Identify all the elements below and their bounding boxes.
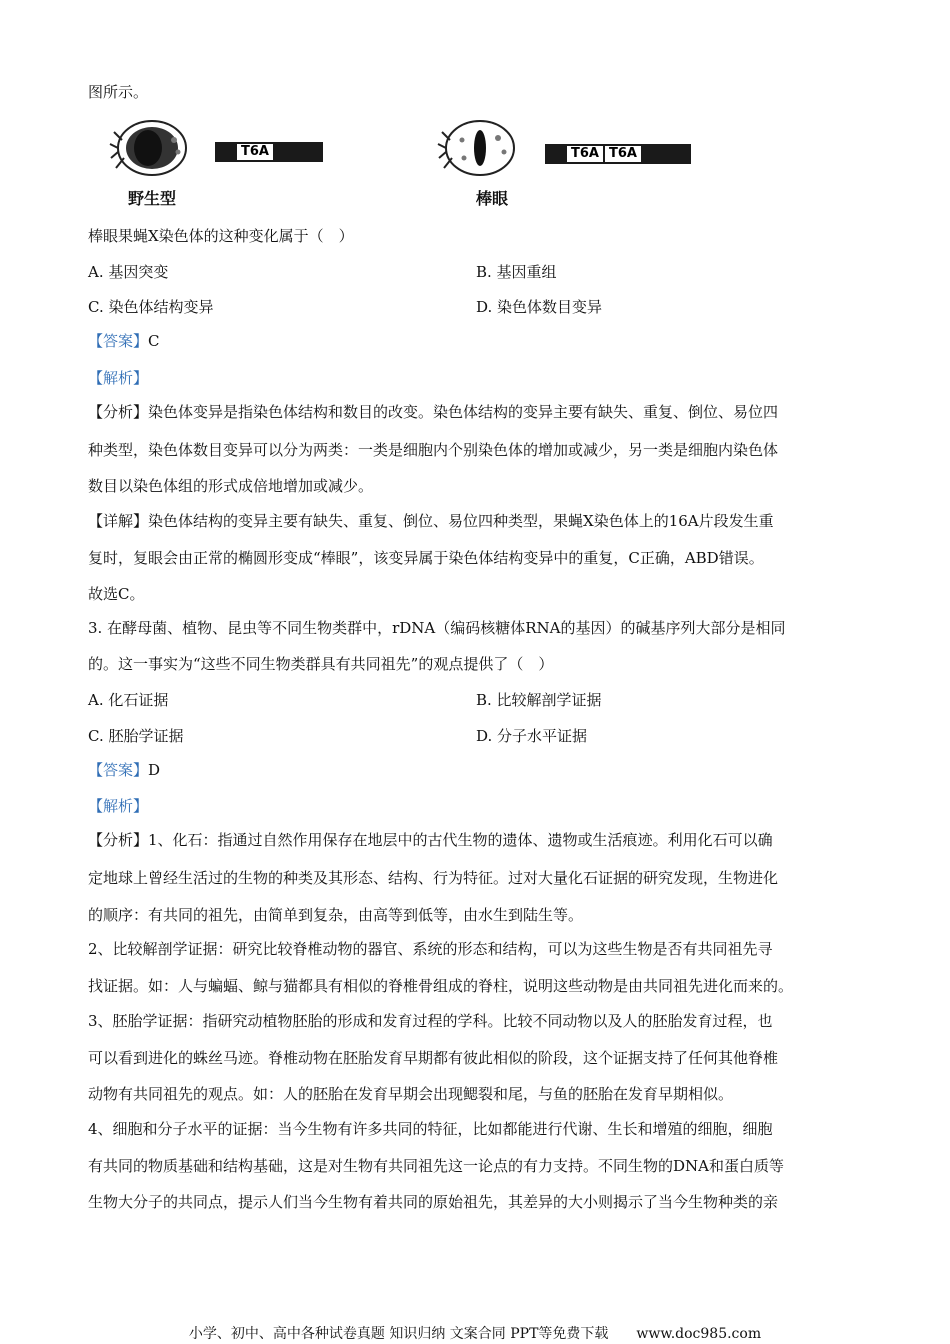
bar-eye-caption: 棒眼 [476, 189, 509, 208]
intro-text: 图所示。 [88, 83, 149, 101]
q3-body-line-8: 动物有共同祖先的观点。如：人的胚胎在发育早期会出现鳃裂和尾，与鱼的胚胎在发育早期相似。 [88, 1085, 734, 1103]
t6a-segment-2: T6A [605, 146, 641, 162]
q3-body-line-2: 定地球上曾经生活过的生物的种类及其形态、结构、行为特征。过对大量化石证据的研究发现，生物进化 [88, 869, 779, 887]
q2-analysis-tag: 【解析】 [88, 369, 149, 387]
q2-option-d: D. 染色体数目变异 [476, 298, 603, 316]
page-footer: 小学、初中、高中各种试卷真题 知识归纳 文案合同 PPT等免费下载 www.doc985.com [188, 1326, 762, 1342]
answer-tag: 【答案】 [88, 332, 149, 350]
q3-answer [88, 760, 160, 780]
t6a-segment: T6A [237, 144, 273, 160]
q3-option-c: C. 胚胎学证据 [88, 727, 184, 745]
answer-value: C [148, 332, 160, 350]
q3-body-line-7: 可以看到进化的蛛丝马迹。脊椎动物在胚胎发育早期都有彼此相似的阶段，这个证据支持了任何其他脊椎 [88, 1049, 779, 1067]
q2-answer [88, 331, 160, 351]
xiangjie-tag: 【详解】 [88, 512, 149, 530]
q2-fenxi-line-2: 种类型，染色体数目变异可以分为两类：一类是细胞内个别染色体的增加或减少，另一类是细胞内染色体 [88, 441, 779, 459]
q2-xiangjie-line-2: 复时，复眼会由正常的椭圆形变成“棒眼”，该变异属于染色体结构变异中的重复，C正确，ABD错误。 [88, 549, 764, 567]
q3-body-line-4: 2、比较解剖学证据：研究比较脊椎动物的器官、系统的形态和结构，可以为这些生物是否有共同祖先寻 [88, 940, 773, 958]
q3-body-line-11: 生物大分子的共同点，提示人们当今生物有着共同的原始祖先，其差异的大小则揭示了当今生物种类的亲 [88, 1193, 779, 1211]
q2-fenxi-line-3: 数目以染色体组的形式成倍地增加或减少。 [88, 477, 374, 495]
q3-option-a: A. 化石证据 [88, 691, 169, 709]
q2-option-c: C. 染色体结构变异 [88, 298, 214, 316]
q3-body-line-9: 4、细胞和分子水平的证据：当今生物有许多共同的特征，比如都能进行代谢、生长和增殖的细胞，细胞 [88, 1120, 773, 1138]
answer-tag: 【答案】 [88, 761, 149, 779]
q3-stem-line-2: 的。这一事实为“这些不同生物类群具有共同祖先”的观点提供了（ ） [88, 655, 554, 673]
q3-option-b: B. 比较解剖学证据 [476, 691, 602, 709]
q2-xiangjie-line-3: 故选C。 [88, 585, 145, 603]
q2-fenxi-line-1: 【分析】染色体变异是指染色体结构和数目的改变。染色体结构的变异主要有缺失、重复、倒位、易位四 [88, 403, 779, 421]
wild-type-eye-image [108, 118, 190, 180]
q3-body-line-5: 找证据。如：人与蝙蝠、鲸与猫都具有相似的脊椎骨组成的脊柱，说明这些动物是由共同祖先进化而来的。 [88, 977, 794, 995]
q3-body-line-6: 3、胚胎学证据：指研究动植物胚胎的形成和发育过程的学科。比较不同动物以及人的胚胎发育过程，也 [88, 1012, 773, 1030]
q3-body-line-10: 有共同的物质基础和结构基础，这是对生物有共同祖先这一论点的有力支持。不同生物的DNA和蛋白质等 [88, 1157, 784, 1175]
q2-stem: 棒眼果蝇X染色体的这种变化属于（ ） [88, 227, 354, 245]
q3-body-line-1: 【分析】1、化石：指通过自然作用保存在地层中的古代生物的遗体、遗物或生活痕迹。利用化石可以确 [88, 831, 773, 849]
q3-stem-line-1: 3. 在酵母菌、植物、昆虫等不同生物类群中，rDNA（编码核糖体RNA的基因）的碱基序列大部分是相同 [88, 619, 786, 637]
t6a-segment-1: T6A [567, 146, 603, 162]
wild-type-chromosome-bar [215, 142, 323, 162]
q2-xiangjie-line-1: 【详解】染色体结构的变异主要有缺失、重复、倒位、易位四种类型，果蝇X染色体上的16A片段发生重 [88, 512, 774, 530]
fenxi-tag: 【分析】 [88, 403, 149, 421]
wild-type-caption: 野生型 [128, 189, 177, 208]
q3-analysis-tag: 【解析】 [88, 797, 149, 815]
bar-eye-chromosome-bar [545, 144, 691, 164]
q2-option-b: B. 基因重组 [476, 263, 557, 281]
q3-body-line-3: 的顺序：有共同的祖先，由简单到复杂，由高等到低等，由水生到陆生等。 [88, 906, 584, 924]
q2-option-a: A. 基因突变 [88, 263, 169, 281]
q3-option-d: D. 分子水平证据 [476, 727, 588, 745]
answer-value: D [148, 761, 161, 779]
fenxi-tag: 【分析】 [88, 831, 149, 849]
bar-eye-image [436, 118, 518, 180]
